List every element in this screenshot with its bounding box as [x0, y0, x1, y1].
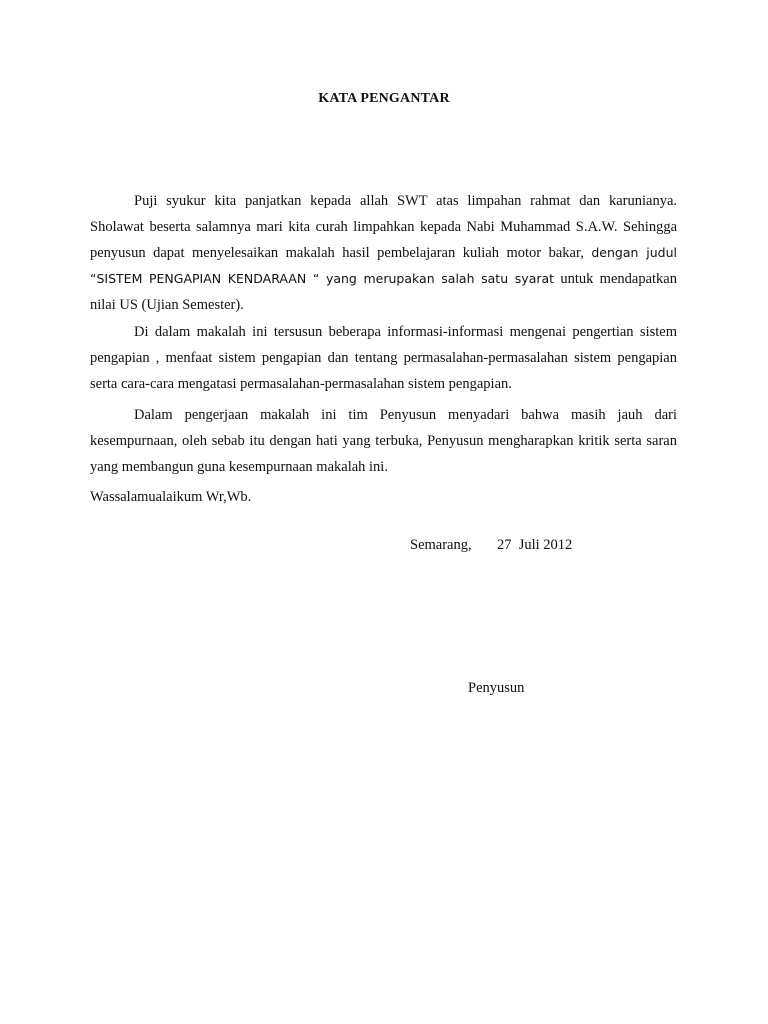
signer: Penyusun: [468, 680, 525, 696]
place-date: [410, 537, 572, 554]
paragraph-acknowledgement: Dalam pengerjaan makalah ini tim Penyusun menyadari bahwa masih jauh dari kesempurnaan, oleh sebab itu dengan hati yang terbuka, Penyusun mengharapkan kritik serta saran yang membangun guna kesempurnaan makalah ini.: [90, 407, 677, 475]
paragraph-opening-text: Puji syukur kita panjatkan kepada allah SWT atas limpahan rahmat dan karunianya. Sholawat beserta salamnya mari kita curah limpahkan kepada Nabi Muhammad S.A.W. Sehingga penyusun dapat menyelesaikan makalah hasil pembelajaran kuliah motor bakar,: [90, 193, 677, 261]
paragraph-contents: Di dalam makalah ini tersusun beberapa informasi-informasi mengenai pengertian sistem pengapian , menfaat sistem pengapian dan tentang permasalahan-permasalahan sistem pengapian serta cara-cara mengatasi permasalahan-permasalahan sistem pengapian.: [90, 324, 677, 392]
paragraph-opening: [90, 188, 677, 318]
document-title: KATA PENGANTAR: [318, 91, 450, 106]
place: Semarang,: [410, 537, 472, 553]
date: 27 Juli 2012: [496, 537, 573, 553]
closing-greeting: Wassalamualaikum Wr,Wb.: [90, 489, 252, 505]
paragraph-opening-end: untuk mendapatkan nilai US (Ujian Semester).: [90, 271, 677, 313]
paragraph-opening-title-line: dengan judul “SISTEM PENGAPIAN KENDARAAN “ yang merupakan salah satu syarat: [90, 245, 677, 286]
